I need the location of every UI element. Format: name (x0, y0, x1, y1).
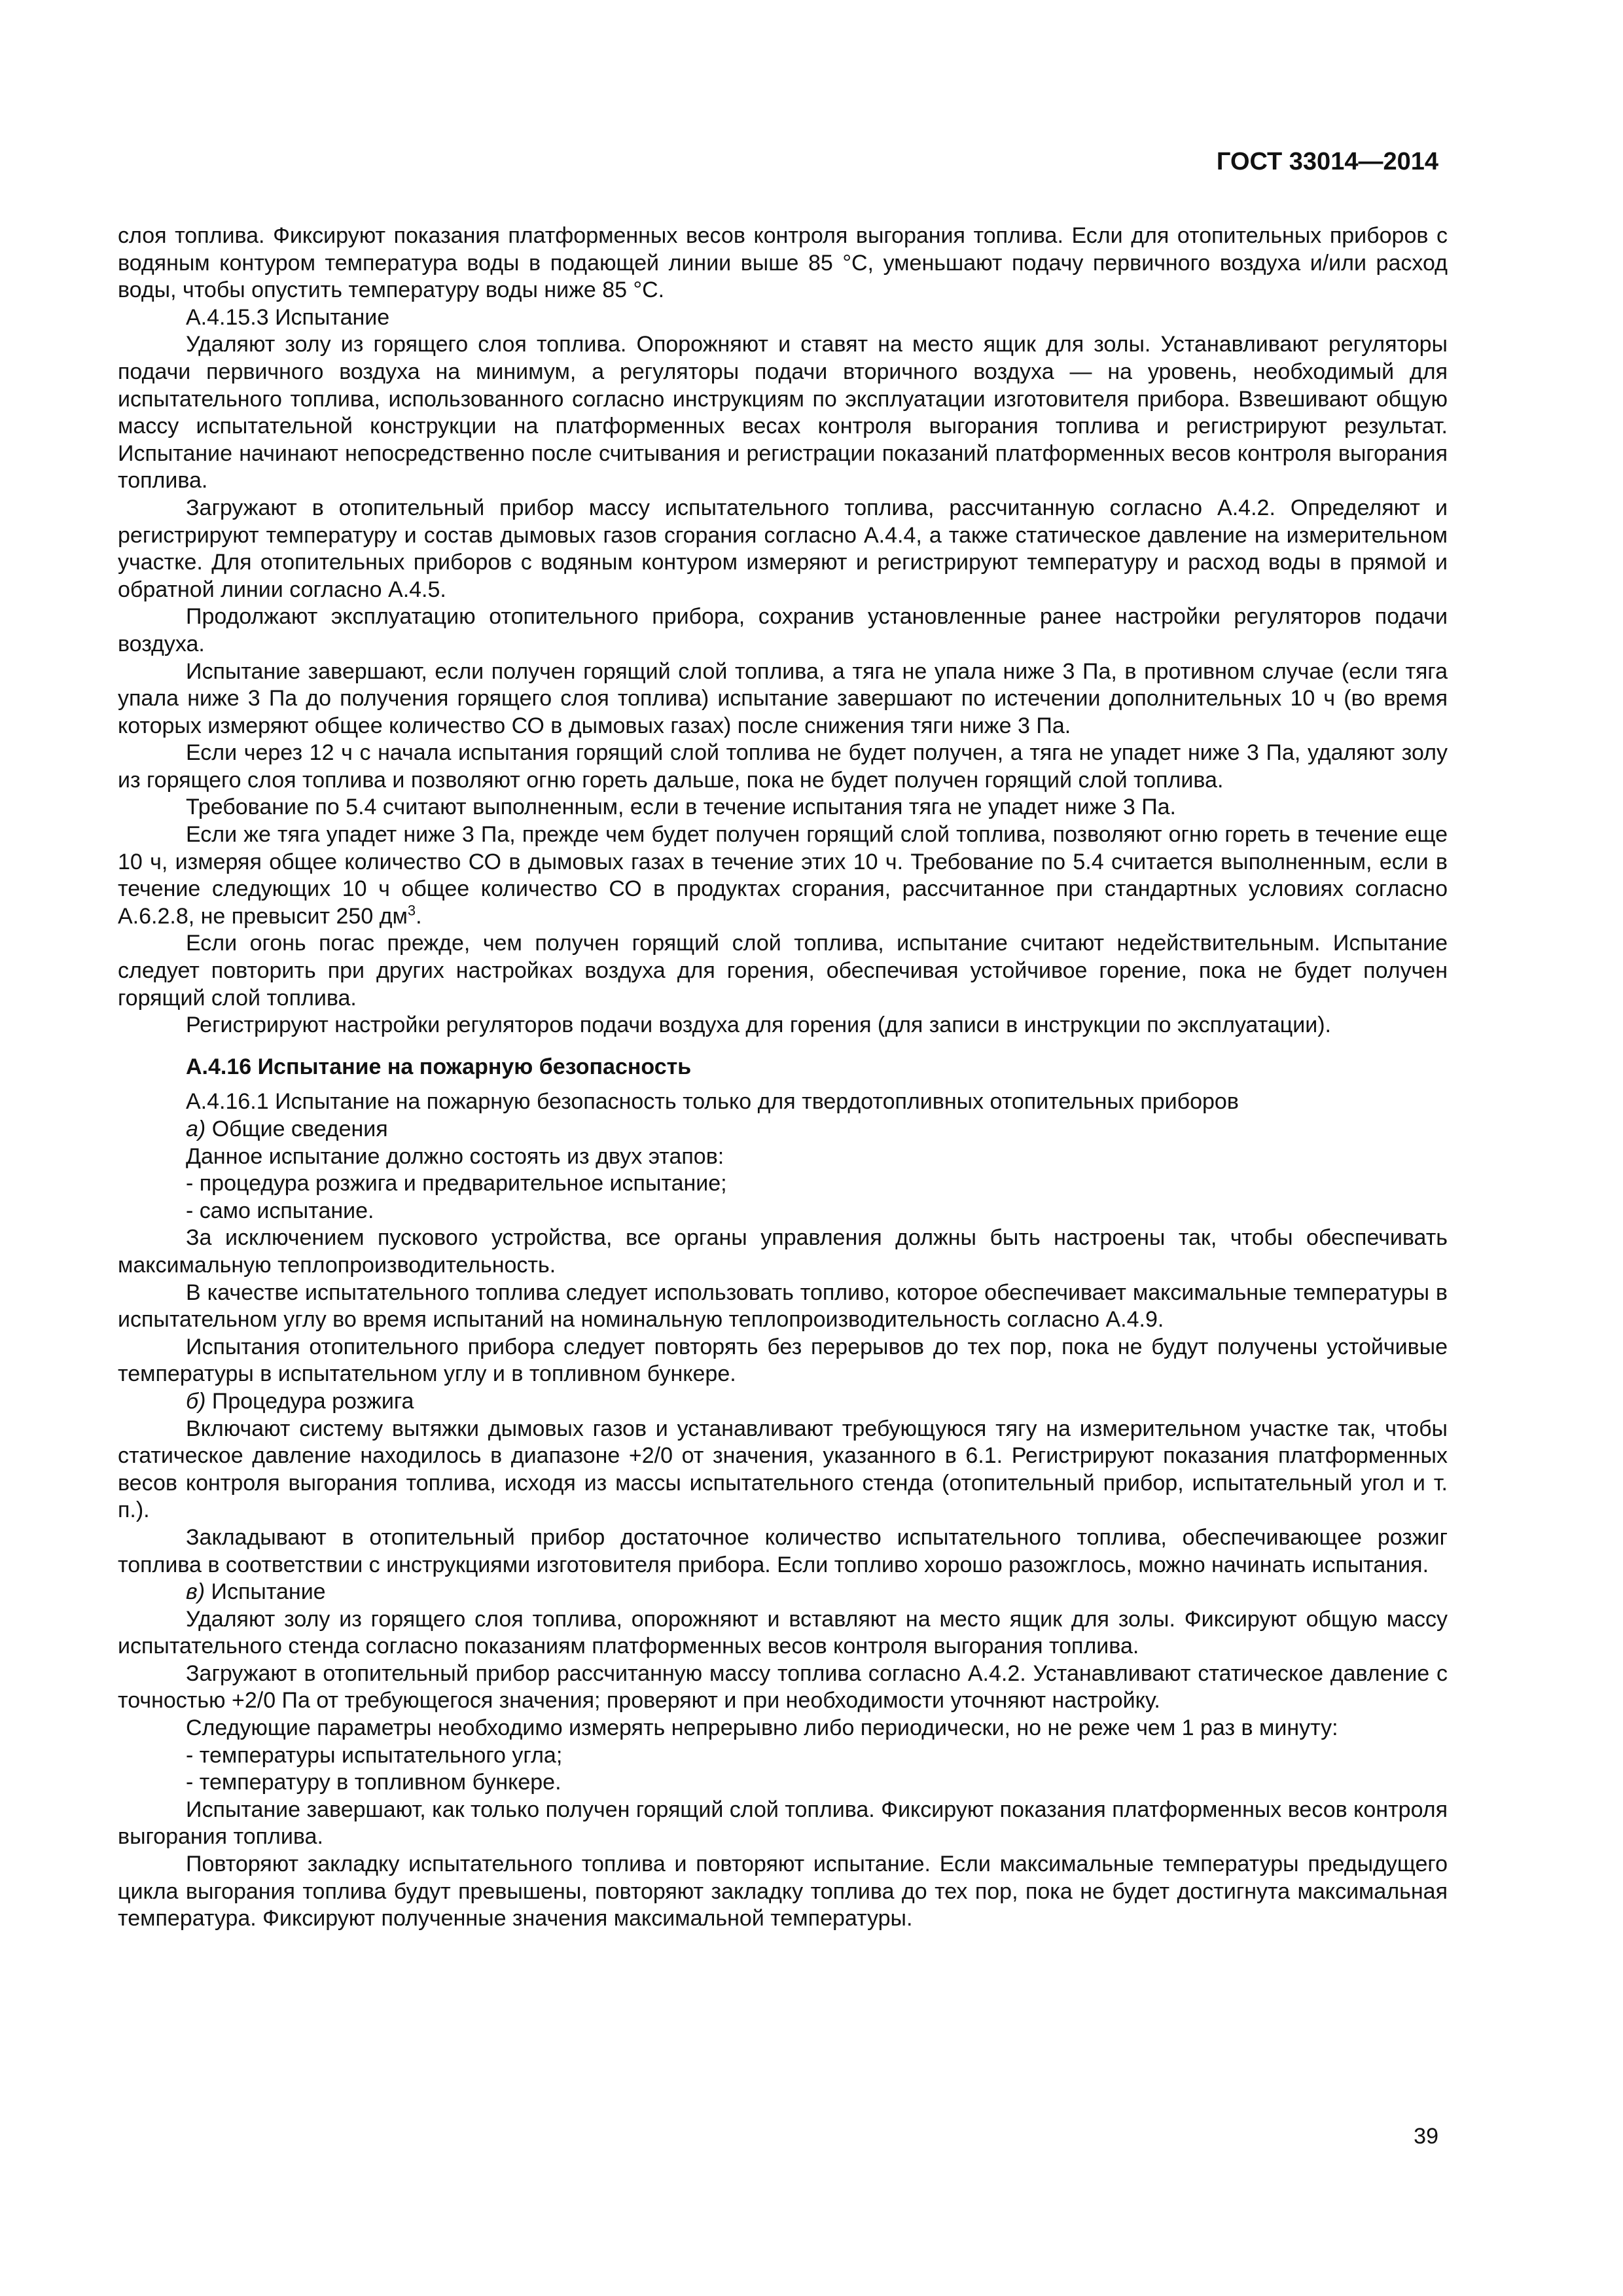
item-marker: а) (186, 1117, 206, 1141)
list-item (118, 1388, 1448, 1416)
paragraph (118, 821, 1448, 930)
paragraph: слоя топлива. Фиксируют показания платформенных весов контроля выгорания топлива. Если для отопительных приборов с водяным контуром температура воды в подающей линии выше 85 °С, уменьшают подачу первичного воздуха и/или расход воды, чтобы опустить температуру воды ниже 85 °С. (118, 223, 1448, 303)
paragraph: Если через 12 ч с начала испытания горящий слой топлива не будет получен, а тяга не упадет ниже 3 Па, удаляют золу из горящего слоя топлива и позволяют огню гореть дальше, пока не будет получен горящий слой топлива. (118, 740, 1448, 793)
superscript: 3 (407, 902, 416, 919)
page-header: ГОСТ 33014—2014 (1216, 148, 1438, 175)
paragraph: Следующие параметры необходимо измерять непрерывно либо периодически, но не реже чем 1 раз в минуту: (186, 1715, 1338, 1741)
paragraph: Продолжают эксплуатацию отопительного прибора, сохранив установленные ранее настройки регуляторов подачи воздуха. (118, 604, 1448, 656)
item-marker: в) (186, 1579, 205, 1605)
item-title: Общие сведения (211, 1117, 388, 1141)
list-item (118, 1579, 1448, 1606)
paragraph: Данное испытание должно состоять из двух этапов: (186, 1143, 724, 1169)
subsection-title: А.4.15.3 Испытание (186, 304, 390, 330)
paragraph: Испытание завершают, как только получен горящий слой топлива. Фиксируют показания платформенных весов контроля выгорания топлива. (118, 1797, 1448, 1850)
section-title: А.4.16 Испытание на пожарную безопасность (186, 1054, 692, 1079)
paragraph: А.4.16.1 Испытание на пожарную безопасность только для твердотопливных отопительных приборов (186, 1089, 1239, 1115)
list-item: - процедура розжига и предварительное испытание; (186, 1171, 727, 1196)
paragraph: Требование по 5.4 считают выполненным, если в течение испытания тяга не упадет ниже 3 Па. (186, 795, 1176, 820)
paragraph: Загружают в отопительный прибор рассчитанную массу топлива согласно А.4.2. Устанавливают статическое давление с точностью +2/0 Па от требующегося значения; проверяют и при необходимости уточняют настройку. (118, 1660, 1448, 1713)
paragraph: Загружают в отопительный прибор массу испытательного топлива, рассчитанную согласно А.4.2. Определяют и регистрируют температуру и состав дымовых газов сгорания согласно А.4.4, а также статическое давление на измерительном участке. Для отопительных приборов с водяным контуром измеряют и регистрируют температуру и расход воды в прямой и обратной линии согласно А.4.5. (118, 495, 1448, 602)
paragraph: За исключением пускового устройства, все органы управления должны быть настроены так, чтобы обеспечивать максимальную теплопроизводительность. (118, 1225, 1448, 1278)
paragraph: Включают систему вытяжки дымовых газов и устанавливают требующуюся тягу на измерительном участке так, чтобы статическое давление находилось в диапазоне +2/0 от значения, указанного в 6.1. Регистрируют показания платформенных весов контроля выгорания топлива, исходя из массы испытательного стенда (отопительный прибор, испытательный угол и т. п.). (118, 1416, 1448, 1523)
paragraph: Испытание завершают, если получен горящий слой топлива, а тяга не упала ниже 3 Па, в противном случае (если тяга упала ниже 3 Па до получения горящего слоя топлива) испытание завершают по истечении дополнительных 10 ч (во время которых измеряют общее количество СО в дымовых газах) после снижения тяги ниже 3 Па. (118, 658, 1448, 738)
page-number: 39 (1414, 2124, 1438, 2149)
list-item: - температуры испытательного угла; (186, 1742, 563, 1768)
document-body (118, 223, 1448, 1933)
paragraph: Удаляют золу из горящего слоя топлива. Опорожняют и ставят на место ящик для золы. Устанавливают регуляторы подачи первичного воздуха на минимум, а регуляторы подачи вторичного воздуха — на уровень, необходимый для испытательного топлива, использованного согласно инструкциям по эксплуатации изготовителя прибора. Взвешивают общую массу испытательной конструкции на платформенных весах контроля выгорания топлива и регистрируют результат. Испытание начинают непосредственно после считывания и регистрации показаний платформенных весов контроля выгорания топлива. (118, 332, 1448, 493)
list-item: - температуру в топливном бункере. (186, 1770, 562, 1795)
paragraph: Удаляют золу из горящего слоя топлива, опорожняют и вставляют на место ящик для золы. Фиксируют общую массу испытательного стенда согласно показаниям платформенных весов контроля выгорания топлива. (118, 1606, 1448, 1659)
paragraph: Испытания отопительного прибора следует повторять без перерывов до тех пор, пока не будут получены устойчивые температуры в испытательном углу и в топливном бункере. (118, 1334, 1448, 1387)
list-item (118, 1116, 1448, 1143)
paragraph: Закладывают в отопительный прибор достаточное количество испытательного топлива, обеспечивающее розжиг топлива в соответствии с инструкциями изготовителя прибора. Если топливо хорошо разожглось, можно начинать испытания. (118, 1524, 1448, 1577)
item-title: Процедура розжига (211, 1388, 414, 1414)
paragraph: Если огонь погас прежде, чем получен горящий слой топлива, испытание считают недействительным. Испытание следует повторить при других настройках воздуха для горения, обеспечивая устойчивое горение, пока не будет получен горящий слой топлива. (118, 931, 1448, 1011)
paragraph-text: Если же тяга упадет ниже 3 Па, прежде чем будет получен горящий слой топлива, позволяют огню гореть в течение еще 10 ч, измеряя общее количество СО в дымовых газах в течение этих 10 ч. Требование по 5.4 считается выполненным, если в течение следующих 10 ч общее количество СО в продуктах сгорания, рассчитанное при стандартных условиях согласно А.6.2.8, не превысит 250 дм (118, 822, 1448, 929)
item-marker: б) (186, 1388, 206, 1414)
paragraph: Повторяют закладку испытательного топлива и повторяют испытание. Если максимальные температуры предыдущего цикла выгорания топлива будут превышены, повторяют закладку топлива до тех пор, пока не будет достигнута максимальная температура. Фиксируют полученные значения максимальной температуры. (118, 1852, 1448, 1931)
list-item: - само испытание. (186, 1198, 374, 1223)
paragraph: В качестве испытательного топлива следует использовать топливо, которое обеспечивает максимальные температуры в испытательном углу во время испытаний на номинальную теплопроизводительность согласно А.4.9. (118, 1280, 1448, 1333)
period: . (416, 903, 422, 929)
item-title: Испытание (211, 1579, 326, 1605)
paragraph: Регистрируют настройки регуляторов подачи воздуха для горения (для записи в инструкции по эксплуатации). (186, 1013, 1332, 1038)
